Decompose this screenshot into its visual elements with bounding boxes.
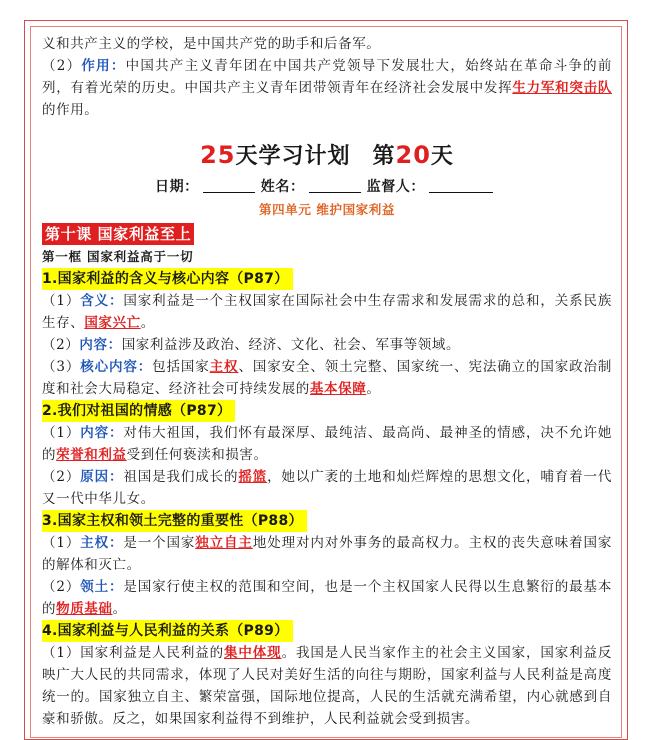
info-row	[42, 175, 612, 199]
item-number: （2）	[42, 579, 81, 595]
section-1-item-1	[42, 290, 612, 334]
lesson-title: 第十课 国家利益至上	[42, 223, 194, 245]
section-3-item-1	[42, 532, 612, 576]
item-label: 主权：	[80, 535, 124, 551]
item-label: 核心内容：	[80, 359, 153, 375]
item-text-end: 。	[112, 601, 127, 617]
section-2-item-2	[42, 466, 612, 510]
item-text: 是一个国家	[123, 535, 196, 551]
date-blank[interactable]	[203, 178, 255, 193]
section-title-3: 3.国家主权和领土完整的重要性（P88）	[42, 510, 307, 532]
item-text-end: ，她以广袤的土地和灿烂辉煌的思想文化，哺育着一代又一代中华儿女。	[42, 469, 612, 507]
name-label: 姓名：	[260, 179, 305, 195]
key-term: 主权	[209, 359, 239, 375]
item-label: 原因：	[80, 469, 124, 485]
item-text: 包括国家	[152, 359, 210, 375]
item-text: 是国家行使主权的范围和空间，也是一个主权国家人民得以生息繁衍的最基本的	[42, 579, 612, 617]
study-plan-title	[42, 135, 612, 175]
item-text: 国家利益是人民利益的	[80, 645, 225, 661]
key-term: 独立自主	[195, 535, 253, 551]
item-number: （2）	[42, 469, 81, 485]
plan-total-days: 25	[200, 141, 236, 169]
item-label: 作用：	[81, 58, 126, 74]
top-item-2	[42, 55, 612, 121]
item-number: （2）	[42, 337, 80, 353]
key-term: 基本保障	[309, 381, 367, 397]
key-term: 荣誉和利益	[56, 447, 127, 463]
item-text-end: 。	[366, 381, 381, 397]
section-4-item-1	[42, 642, 612, 730]
item-text: 国家利益涉及政治、经济、文化、社会、军事等领域。	[121, 337, 461, 353]
key-term: 集中体现	[224, 645, 282, 661]
item-text: 对伟大祖国，我们怀有最深厚、最纯洁、最高尚、最神圣的情感，决不允许她的	[42, 425, 612, 463]
date-label: 日期：	[154, 179, 199, 195]
section-title-2: 2.我们对祖国的情感（P87）	[42, 400, 235, 422]
document-content	[42, 33, 612, 730]
item-text: 中国共产主义青年团在中国共产党领导下发展壮大，始终站在革命斗争的前列，有着光荣的历史。中国共产主义青年团带领青年在经济社会发展中发挥	[42, 58, 612, 96]
item-number: （1）	[42, 425, 81, 441]
section-2-item-1	[42, 422, 612, 466]
item-number: （2）	[42, 58, 82, 74]
item-text: 祖国是我们成长的	[123, 469, 239, 485]
plan-current-day: 20	[395, 141, 431, 169]
item-text-end: 受到任何亵渎和损害。	[126, 447, 268, 463]
item-label: 含义：	[80, 293, 124, 309]
item-text: 国家利益是一个主权国家在国际社会中生存需求和发展需求的总和，关系民族生存、	[42, 293, 612, 331]
plan-day-suffix: 天	[430, 144, 454, 169]
item-text: 、国家安全、领土完整、国家统一、宪法确立的国家政治制度和社会大局稳定、经济社会可持续发展的	[42, 359, 613, 397]
key-term: 国家兴亡	[84, 315, 141, 331]
section-title-1: 1.国家利益的含义与核心内容（P87）	[42, 268, 293, 290]
item-label: 领土：	[80, 579, 124, 595]
item-number: （1）	[42, 535, 81, 551]
unit-title: 第四单元 维护国家利益	[259, 202, 395, 217]
section-1-item-2	[42, 334, 612, 356]
item-number: （1）	[42, 293, 81, 309]
section-title-4: 4.国家利益与人民利益的关系（P89）	[42, 620, 293, 642]
item-text-end: 。	[140, 315, 155, 331]
supervisor-blank[interactable]	[429, 178, 493, 193]
frame-title: 第一框 国家利益高于一切	[42, 249, 194, 264]
item-label: 内容：	[79, 337, 122, 353]
item-label: 内容：	[80, 425, 124, 441]
item-number: （3）	[42, 359, 81, 375]
section-1-item-3	[42, 356, 612, 400]
key-term: 摇篮	[238, 469, 268, 485]
plan-text: 天学习计划	[235, 144, 351, 169]
supervisor-label: 监督人：	[366, 179, 426, 195]
key-term: 生力军和突击队	[512, 80, 612, 96]
top-paragraph-line1: 义和共产主义的学校，是中国共产党的助手和后备军。	[42, 36, 381, 52]
item-text-end: 的作用。	[42, 102, 99, 118]
section-3-item-2	[42, 576, 612, 620]
item-text-end: 地处理对内对外事务的最高权力。主权的丧失意味着国家的解体和灭亡。	[42, 535, 613, 573]
item-number: （1）	[42, 645, 81, 661]
plan-day-prefix: 第	[372, 144, 396, 169]
key-term: 物质基础	[56, 601, 113, 617]
name-blank[interactable]	[309, 178, 361, 193]
item-text-end: 。我国是人民当家作主的社会主义国家，国家利益反映广大人民的共同需求，体现了人民对美好生活的向往与期盼，国家利益与人民利益是高度统一的。国家独立自主、繁荣富强，国际地位提高，人民的生活就充满希望，内心就感到自豪和骄傲。反之，如果国家利益得不到维护，人民利益就会受到损害。	[42, 645, 613, 727]
